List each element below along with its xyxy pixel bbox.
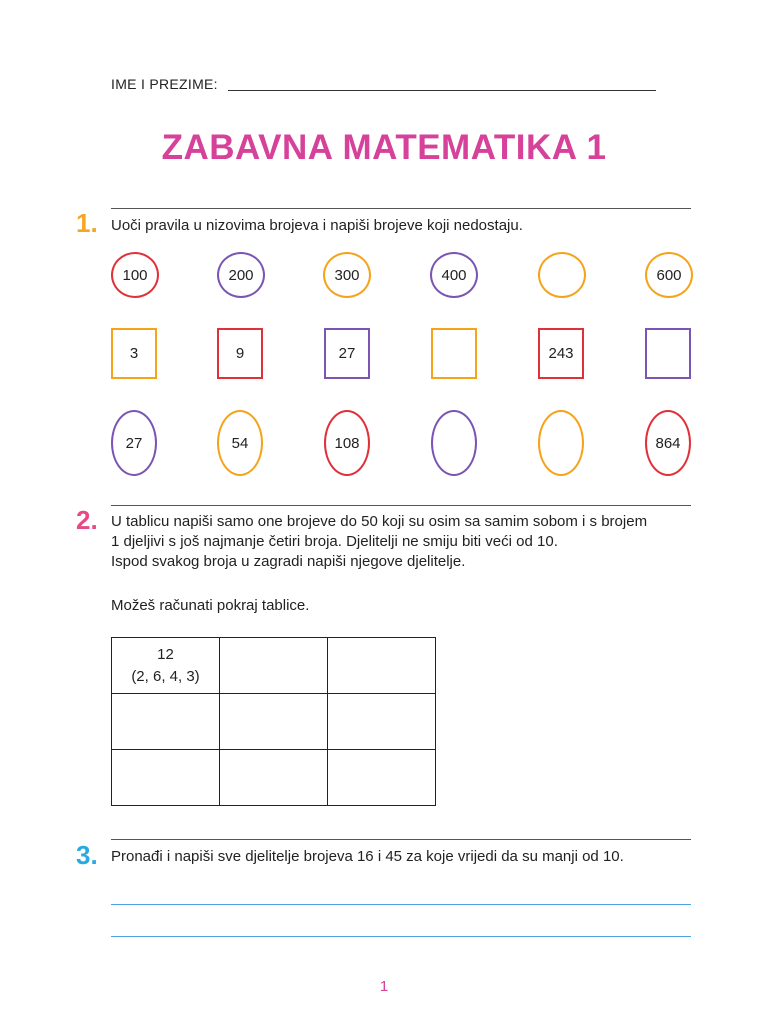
oval-item: 864 [645, 410, 691, 476]
square-answer-blank[interactable] [431, 328, 477, 379]
oval-item: 27 [111, 410, 157, 476]
section-2-line-1: U tablicu napiši samo one brojeve do 50 koji su osim sa samim sobom i s brojem [111, 513, 648, 530]
section-1-number: 1. [76, 208, 98, 238]
section-2-rule [111, 505, 691, 506]
table-cell[interactable] [112, 750, 220, 806]
section-3-rule [111, 839, 691, 840]
square-answer-blank[interactable] [645, 328, 691, 379]
answer-line[interactable] [111, 936, 691, 937]
section-2-number: 2. [76, 505, 98, 535]
table-cell[interactable] [328, 638, 436, 694]
circle-item: 400 [430, 252, 478, 298]
circle-item: 600 [645, 252, 693, 298]
oval-item: 108 [324, 410, 370, 476]
section-1-rule [111, 208, 691, 209]
oval-answer-blank[interactable] [538, 410, 584, 476]
oval-item: 54 [217, 410, 263, 476]
table-cell[interactable] [112, 694, 220, 750]
circle-item: 300 [323, 252, 371, 298]
table-cell-example [112, 638, 220, 694]
section-1-instruction: Uoči pravila u nizovima brojeva i napiši brojeve koji nedostaju. [111, 217, 523, 234]
page-number: 1 [379, 978, 389, 995]
example-number: 12 [157, 645, 174, 663]
section-2-line-4: Možeš računati pokraj tablice. [111, 597, 310, 614]
name-label: IME I PREZIME: [111, 76, 218, 92]
table-cell[interactable] [220, 694, 328, 750]
divisor-table [111, 637, 436, 806]
table-cell[interactable] [220, 750, 328, 806]
square-item: 243 [538, 328, 584, 379]
answer-line[interactable] [111, 904, 691, 905]
circle-item: 200 [217, 252, 265, 298]
oval-answer-blank[interactable] [431, 410, 477, 476]
section-3-number: 3. [76, 840, 98, 870]
circle-item: 100 [111, 252, 159, 298]
table-cell[interactable] [328, 750, 436, 806]
square-item: 9 [217, 328, 263, 379]
table-cell[interactable] [220, 638, 328, 694]
page-title: ZABAVNA MATEMATIKA 1 [161, 128, 607, 167]
square-item: 3 [111, 328, 157, 379]
section-2-line-3: Ispod svakog broja u zagradi napiši njegove djelitelje. [111, 553, 466, 570]
name-answer-line[interactable] [228, 90, 656, 91]
table-cell[interactable] [328, 694, 436, 750]
circle-answer-blank[interactable] [538, 252, 586, 298]
section-3-instruction: Pronađi i napiši sve djelitelje brojeva 16 i 45 za koje vrijedi da su manji od 10. [111, 848, 624, 865]
square-item: 27 [324, 328, 370, 379]
section-2-line-2: 1 djeljivi s još najmanje četiri broja. Djelitelji ne smiju biti veći od 10. [111, 533, 558, 550]
example-divisors: (2, 6, 4, 3) [131, 667, 200, 685]
